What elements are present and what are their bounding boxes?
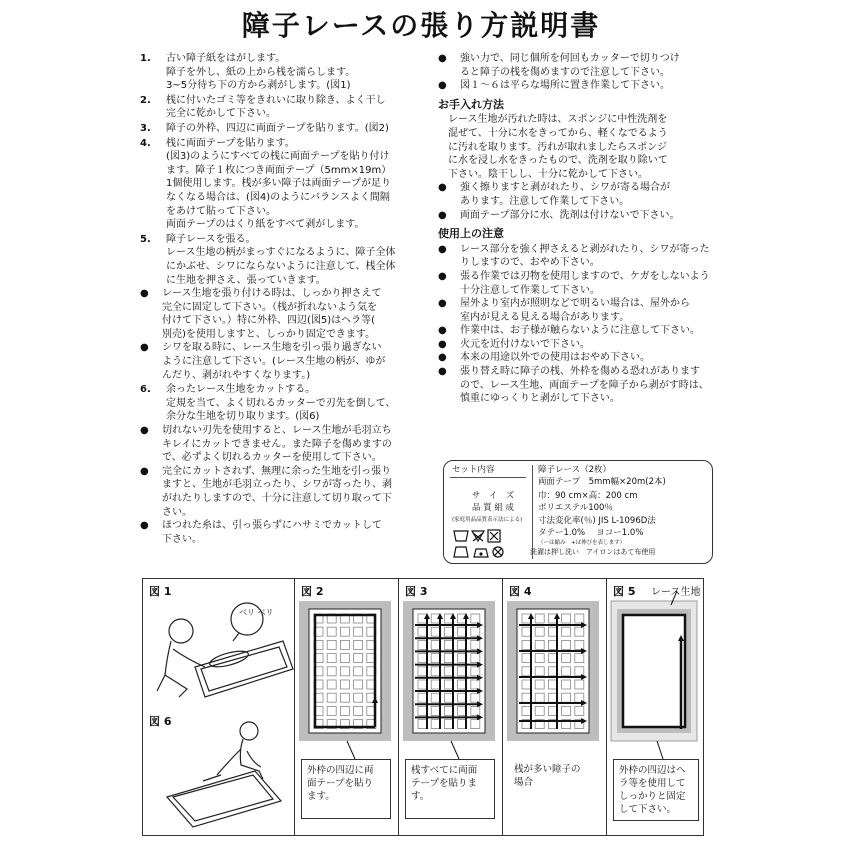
usage-note-text: 作業中は、お子様が触らないように注意して下さい。: [460, 325, 700, 337]
figure-3-label: 図 3: [405, 585, 428, 598]
care-note-text: 強く擦りますと剥がれたり、シワが寄る場合が あります。注意して作業して下さい。: [460, 182, 670, 207]
instruction-marker: ●: [140, 342, 149, 354]
instruction-marker: 5.: [140, 233, 151, 245]
shoji-pane: [562, 667, 571, 676]
shoji-pane: [327, 627, 336, 636]
instruction-text: 古い障子紙をはがします。 障子を外し、紙の上から桟を濡らします。 3~5分待ち下の方から剥がします。(図1): [166, 53, 356, 92]
shoji-pane: [418, 654, 427, 663]
shoji-pane: [418, 720, 427, 729]
illustration-icon: [143, 579, 295, 835]
shoji-pane: [575, 680, 584, 689]
instruction-text: 障子レースを張る。 レース生地の柄がまっすぐになるように、障子全体 にかぶせ、シワにならないように注意して、桟全体 に生地を押さえ、張っていきます。: [166, 233, 396, 286]
usage-note-marker: ●: [438, 270, 447, 282]
care-note-text: 両面テープ部分に水、洗剤は付けないで下さい。: [460, 209, 680, 221]
shoji-pane: [418, 627, 427, 636]
instruction-text: シワを取る時に、レース生地を引っ張り過ぎない ように注意して下さい。(レース生地の柄が、ゆが んだり、剥がれやすくなります。): [162, 342, 386, 381]
shoji-pane: [471, 706, 480, 715]
usage-note-marker: ●: [438, 352, 447, 364]
set-label: セット内容: [452, 465, 495, 475]
care-title: お手入れ方法: [438, 97, 504, 111]
shoji-pane: [562, 627, 571, 636]
shoji-pane: [418, 640, 427, 649]
instruction-item: [140, 122, 435, 136]
instruction-item: [140, 94, 435, 121]
shoji-pane: [340, 640, 349, 649]
shoji-pane: [327, 680, 336, 689]
usage-note-item: [438, 270, 716, 297]
shoji-pane: [562, 654, 571, 663]
care-symbol-icons: [452, 527, 522, 561]
instruction-marker: 4.: [140, 137, 151, 149]
caution-item: [438, 79, 716, 93]
shoji-pane: [418, 693, 427, 702]
figure-1-label: 図 1: [149, 585, 172, 598]
shoji-frame: [623, 615, 685, 727]
shoji-pane: [340, 654, 349, 663]
shoji-pane: [327, 667, 336, 676]
wash-note: 洗濯は押し洗い アイロンはあて布使用: [530, 548, 656, 556]
shoji-pane: [471, 627, 480, 636]
usage-note-item: [438, 324, 716, 338]
shoji-pane: [562, 614, 571, 623]
shoji-pane: [471, 720, 480, 729]
shoji-pane: [327, 654, 336, 663]
shoji-pane: [562, 693, 571, 702]
instruction-marker: ●: [140, 465, 149, 477]
law-note: (家庭用品品質表示法による): [452, 517, 523, 523]
instructions-left: [140, 52, 435, 546]
shoji-pane: [522, 693, 531, 702]
usage-note-text: レース部分を強く押さえると剥がれたり、シワが寄った りしますので、おやめ下さい。: [460, 243, 710, 269]
instruction-item: [140, 465, 435, 519]
lace-label: レース生地: [651, 587, 701, 598]
instruction-marker: 2.: [140, 94, 151, 106]
usage-note-item: [438, 297, 716, 324]
shoji-pane: [471, 614, 480, 623]
instruction-text: 切れない刃先を使用すると、レース生地が毛羽立ち キレイにカットできません。また障子を傷めますの で、必ずよく切れるカッターを使用して下さい。: [162, 425, 392, 464]
shoji-pane: [340, 627, 349, 636]
shoji-pane: [522, 706, 531, 715]
shoji-pane: [327, 693, 336, 702]
size-label: サ イ ズ: [471, 491, 515, 501]
shoji-pane: [354, 667, 363, 676]
instruction-item: [140, 137, 435, 232]
shoji-pane: [431, 667, 440, 676]
usage-note-marker: ●: [438, 298, 447, 310]
instruction-item: [140, 341, 435, 382]
shoji-pane: [431, 627, 440, 636]
instruction-text: 余ったレース生地をカットする。 定規を当て、よく切れるカッターで刃先を倒して、 余分な生地を切り取ります。(図6): [166, 384, 396, 423]
shoji-pane: [354, 693, 363, 702]
shoji-pane: [575, 667, 584, 676]
shoji-pane: [431, 680, 440, 689]
care-note-item: [438, 181, 716, 208]
usage-note-marker: ●: [438, 325, 447, 337]
shoji-pane: [575, 614, 584, 623]
instructions-right: [438, 52, 716, 406]
usage-note-item: [438, 243, 716, 270]
bleach-icon: [472, 531, 484, 541]
shoji-pane: [431, 640, 440, 649]
instruction-item: [140, 424, 435, 465]
shoji-pane: [340, 693, 349, 702]
figure-1-6: [143, 579, 295, 835]
quality-label: 品 質 組 成: [471, 503, 515, 513]
shoji-pane: [431, 693, 440, 702]
instruction-item: [140, 287, 435, 341]
figure-4: [503, 579, 607, 835]
shoji-pane: [471, 693, 480, 702]
usage-title: 使用上の注意: [438, 227, 504, 241]
shoji-pane: [340, 706, 349, 715]
shoji-pane: [562, 640, 571, 649]
usage-note-text: 屋外より室内が照明などで明るい場合は、屋外から 室内が見える見える場合があります。: [460, 298, 690, 323]
instruction-marker: ●: [140, 520, 149, 532]
shoji-pane: [575, 627, 584, 636]
instruction-text: 桟に付いたゴミ等をきれいに取り除き、よく干し 完全に乾かして下さい。: [166, 94, 386, 120]
instruction-text: ほつれた糸は、引っ張らずにハサミでカットして 下さい。: [162, 520, 382, 545]
caution-text: 図１～６は平らな場所に置き作業して下さい。: [460, 80, 670, 92]
figure-4-label: 図 4: [509, 585, 532, 598]
shoji-pane: [562, 680, 571, 689]
figure-5-note: 外枠の四辺はヘ ラ等を使用して しっかりと固定 して下さい。: [613, 759, 699, 821]
usage-note-item: [438, 351, 716, 365]
note-leader: [347, 741, 355, 759]
usage-note-item: [438, 365, 716, 406]
caution-marker: ●: [438, 53, 447, 64]
shoji-pane: [535, 614, 544, 623]
instruction-marker: ●: [140, 425, 149, 437]
usage-note-marker: ●: [438, 243, 447, 255]
caution-marker: ●: [438, 80, 447, 92]
shoji-pane: [522, 627, 531, 636]
dim-change: 寸法変化率(％) JIS L-1096D法: [538, 516, 656, 526]
shoji-pane: [354, 654, 363, 663]
shoji-pane: [471, 680, 480, 689]
caution-text: 強い力で、同じ個所を何回もカッターで切りつけ ると障子の桟を傷めますので注意して下さい。: [460, 53, 680, 78]
care-note-marker: ●: [438, 209, 447, 221]
dim-sub: （ーは縮み +は伸びを表します）: [538, 540, 626, 546]
usage-note-text: 本来の用途以外での使用はおやめ下さい。: [460, 352, 650, 364]
figure-2-label: 図 2: [301, 585, 324, 598]
set-item-2: 両面テープ 5mm幅×20m(2本): [538, 477, 666, 487]
shoji-pane: [431, 720, 440, 729]
instruction-item: [140, 383, 435, 424]
quality-value: ポリエステル100％: [538, 503, 613, 513]
shoji-pane: [340, 667, 349, 676]
shoji-pane: [471, 640, 480, 649]
figure-4-note: 桟が多い障子の 場合: [509, 759, 599, 819]
care-note-item: [438, 209, 716, 223]
figures-panel: [142, 578, 704, 836]
shoji-pane: [535, 654, 544, 663]
shoji-pane: [354, 640, 363, 649]
shoji-pane: [535, 693, 544, 702]
care-body: レース生地が汚れた時は、スポンジに中性洗剤を 混ぜて、十分に水をきってから、軽くなでるよう に汚れを取ります。汚れが取れましたらスポンジ に水を浸し水をきったもので、洗剤を取り除いて 下さい。陰干しし、十分に乾かして下さい。: [448, 114, 668, 180]
instruction-item: [140, 519, 435, 546]
wring-icon: [454, 547, 468, 557]
care-note-marker: ●: [438, 182, 447, 194]
instruction-text: 完全にカットされず、無理に余った生地を引っ張り ますと、生地が毛羽立ったり、シワが寄ったり、剥 がれたりしますので、十分に注意して切り取って下 さい。: [162, 465, 392, 518]
shoji-pane: [327, 640, 336, 649]
shoji-pane: [522, 680, 531, 689]
figure-3: [399, 579, 503, 835]
figure-5-label: 図 5: [613, 585, 636, 598]
figure-6-label: 図 6: [149, 715, 172, 728]
shoji-pane: [354, 627, 363, 636]
dim-values: タテー1.0% ヨコー1.0%: [538, 528, 644, 538]
usage-note-item: [438, 338, 716, 352]
shoji-pane: [431, 654, 440, 663]
hand-wash-icon: [454, 531, 468, 541]
shoji-pane: [535, 706, 544, 715]
shoji-pane: [522, 640, 531, 649]
shoji-pane: [575, 654, 584, 663]
usage-note-marker: ●: [438, 338, 447, 350]
instruction-text: レース生地を張り付ける時は、しっかり押さえて 完全に固定して下さい。（桟が折れないよう気を 付けて下さい。）特に外枠、四辺(図5)はヘラ等( 別売)を使用しますと、しっかり固定できます。: [162, 288, 382, 340]
shoji-pane: [562, 706, 571, 715]
instruction-text: 障子の外枠、四辺に両面テープを貼ります。(図2): [166, 122, 389, 134]
figure-2: [295, 579, 399, 835]
shoji-pane: [340, 680, 349, 689]
figure-3-note: 桟すべてに両面 テープを貼りま す。: [405, 759, 495, 819]
shoji-pane: [327, 706, 336, 715]
shoji-pane: [354, 680, 363, 689]
shoji-pane: [418, 680, 427, 689]
figure-2-note: 外枠の四辺に両 面テープを貼り ます。: [301, 759, 391, 819]
size-value: 巾：90 cm×高：200 cm: [538, 491, 638, 501]
page-title: 障子レースの張り方説明書: [241, 9, 601, 42]
shoji-pane: [535, 640, 544, 649]
shoji-pane: [471, 654, 480, 663]
usage-note-text: 張る作業では刃物を使用しますので、ケガをしないよう 十分注意して作業して下さい。: [460, 270, 710, 296]
instruction-marker: 6.: [140, 384, 151, 396]
instruction-marker: 1.: [140, 53, 151, 64]
note-leader: [657, 741, 663, 759]
shoji-pane: [431, 706, 440, 715]
shoji-pane: [535, 680, 544, 689]
figure-5: [607, 579, 703, 835]
shoji-pane: [471, 667, 480, 676]
shoji-pane: [522, 654, 531, 663]
instruction-marker: ●: [140, 288, 149, 300]
shoji-pane: [418, 706, 427, 715]
set-item-1: 障子レース（2枚）: [538, 465, 611, 475]
shoji-pane: [522, 667, 531, 676]
shoji-pane: [575, 706, 584, 715]
instruction-text: 桟に両面テープを貼ります。 (図3)のようにすべての桟に両面テープを貼り付け ます。障子１枚につき両面テープ（5mm×19m） 1個使用します。桟が多い障子は両面テープが足り なくなる場合は、(図4)のようにバランスよく間隔 をあけて貼って下さい。 両面テープのはくり紙をすべて剥がします。: [166, 137, 392, 231]
instruction-marker: 3.: [140, 122, 151, 134]
shoji-pane: [535, 627, 544, 636]
set-contents-box: [443, 460, 713, 564]
shoji-pane: [354, 706, 363, 715]
usage-note-marker: ●: [438, 366, 447, 378]
shoji-pane: [575, 640, 584, 649]
care-symbols: [452, 527, 522, 561]
note-leader: [451, 741, 459, 759]
shoji-pane: [535, 667, 544, 676]
callout-text: ベリ ベリ: [239, 608, 274, 617]
instruction-item: [140, 52, 435, 93]
caution-item: [438, 52, 716, 79]
instruction-item: [140, 233, 435, 287]
shoji-pane: [418, 667, 427, 676]
usage-note-text: 張り替え時に障子の桟、外枠を傷める恐れがあります ので、レース生地、両面テープを障子から剥がす時は、 慎重にゆっくりと剥がして下さい。: [460, 366, 709, 405]
usage-note-text: 火元を近付けないで下さい。: [460, 338, 590, 350]
